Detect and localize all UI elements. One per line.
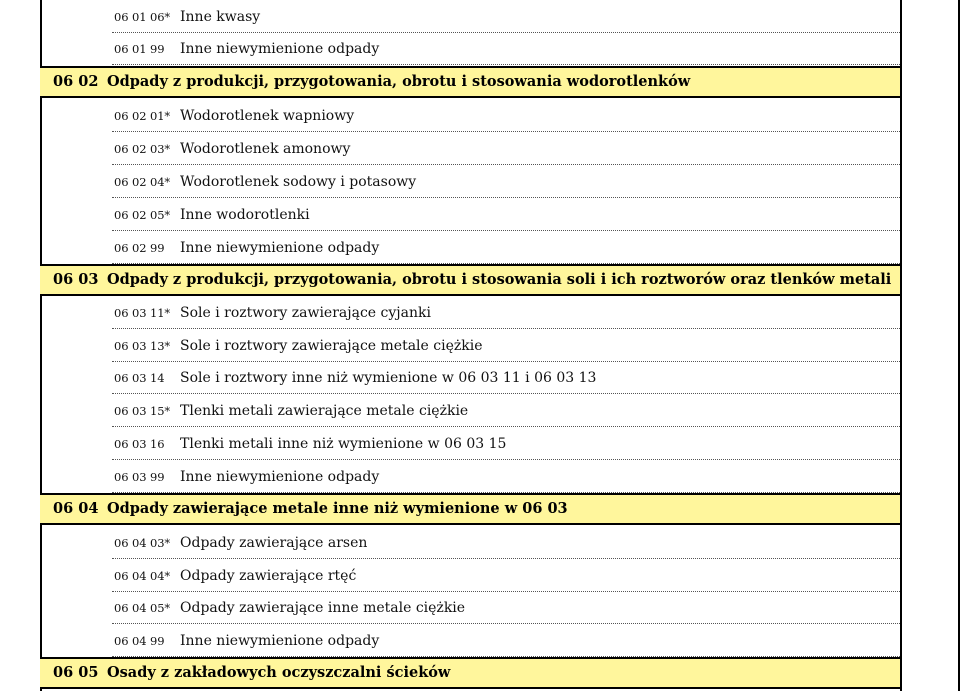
group-label: Odpady zawierające metale inne niż wymienione w 06 03 <box>107 500 568 517</box>
waste-code: 06 04 99 <box>114 634 165 648</box>
waste-label: Inne kwasy <box>180 9 261 25</box>
group-code: 06 02 <box>53 73 99 90</box>
waste-code: 06 03 15* <box>114 404 171 418</box>
group-row <box>0 657 960 689</box>
waste-code: 06 02 03* <box>114 142 171 156</box>
table-row <box>0 166 960 198</box>
waste-code: 06 02 01* <box>114 109 171 123</box>
group-code: 06 03 <box>53 271 99 288</box>
waste-code: 06 03 99 <box>114 470 165 484</box>
table-row <box>0 33 960 65</box>
waste-label: Tlenki metali zawierające metale ciężkie <box>180 403 469 419</box>
waste-label: Inne niewymienione odpady <box>180 41 380 57</box>
table-row <box>0 625 960 657</box>
group-label: Odpady z produkcji, przygotowania, obrotu i stosowania soli i ich roztworów oraz tlenków metali <box>107 271 892 288</box>
waste-label: Odpady zawierające arsen <box>180 535 368 551</box>
table-row <box>0 100 960 132</box>
waste-code: 06 01 06* <box>114 10 171 24</box>
waste-label: Tlenki metali inne niż wymienione w 06 03 15 <box>180 436 507 452</box>
waste-label: Inne niewymienione odpady <box>180 469 380 485</box>
waste-label: Sole i roztwory zawierające cyjanki <box>180 305 431 321</box>
waste-label: Wodorotlenek wapniowy <box>180 108 355 124</box>
table-row <box>0 395 960 427</box>
table-row <box>0 362 960 394</box>
table-row <box>0 297 960 329</box>
group-row <box>0 264 960 296</box>
waste-label: Wodorotlenek sodowy i potasowy <box>180 174 417 190</box>
waste-code: 06 04 03* <box>114 536 171 550</box>
table-row <box>0 461 960 493</box>
table-row <box>0 428 960 460</box>
waste-code: 06 02 04* <box>114 175 171 189</box>
waste-code: 06 02 05* <box>114 208 171 222</box>
table-row <box>0 330 960 362</box>
waste-label: Inne niewymienione odpady <box>180 240 380 256</box>
waste-code: 06 04 04* <box>114 569 171 583</box>
waste-code: 06 03 14 <box>114 371 165 385</box>
waste-label: Inne wodorotlenki <box>180 207 310 223</box>
group-row <box>0 493 960 525</box>
waste-label: Inne niewymienione odpady <box>180 633 380 649</box>
group-label: Odpady z produkcji, przygotowania, obrotu i stosowania wodorotlenków <box>107 73 691 90</box>
waste-code: 06 04 05* <box>114 601 171 615</box>
waste-code: 06 03 11* <box>114 306 171 320</box>
table-row <box>0 592 960 624</box>
table-row <box>0 199 960 231</box>
waste-code: 06 02 99 <box>114 241 165 255</box>
waste-label: Odpady zawierające inne metale ciężkie <box>180 600 466 616</box>
group-code: 06 04 <box>53 500 99 517</box>
waste-code: 06 01 99 <box>114 42 165 56</box>
group-label: Osady z zakładowych oczyszczalni ścieków <box>107 664 451 681</box>
table-row <box>0 560 960 592</box>
table-row <box>0 232 960 264</box>
waste-label: Sole i roztwory zawierające metale ciężkie <box>180 338 483 354</box>
waste-code: 06 03 16 <box>114 437 165 451</box>
group-code: 06 05 <box>53 664 99 681</box>
table-row <box>0 527 960 559</box>
waste-label: Odpady zawierające rtęć <box>180 568 357 584</box>
table-row <box>0 133 960 165</box>
waste-label: Sole i roztwory inne niż wymienione w 06 03 11 i 06 03 13 <box>180 370 597 386</box>
waste-code: 06 03 13* <box>114 339 171 353</box>
waste-label: Wodorotlenek amonowy <box>180 141 351 157</box>
group-row <box>0 66 960 98</box>
table-row <box>0 1 960 33</box>
